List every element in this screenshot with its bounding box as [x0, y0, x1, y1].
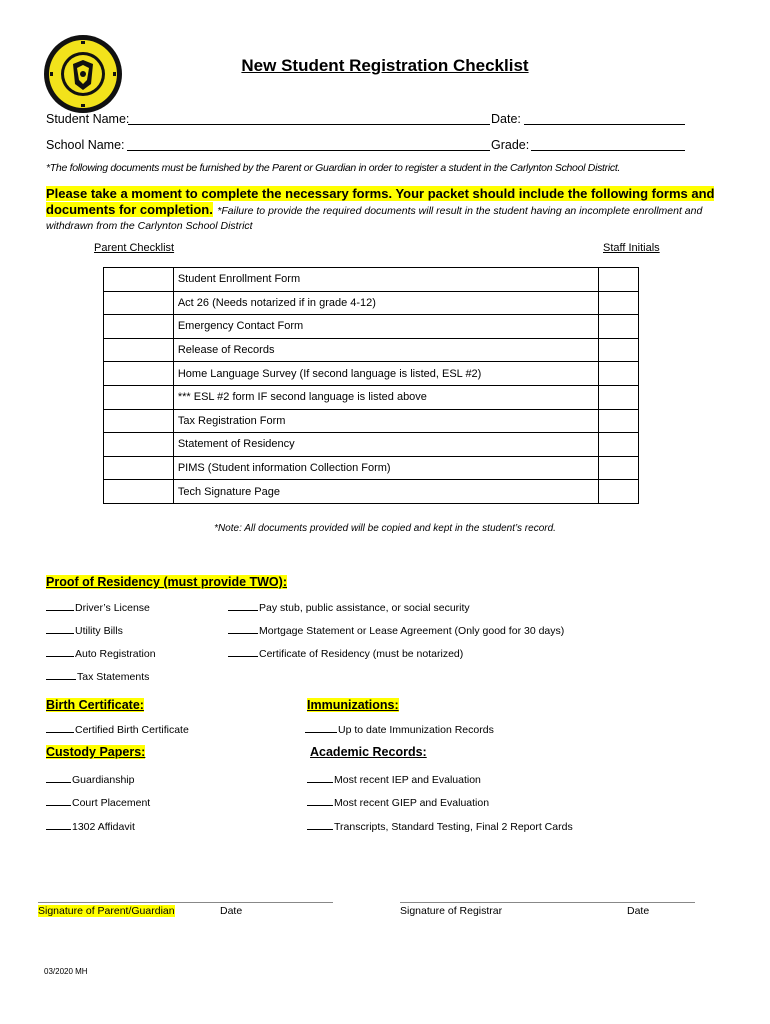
academic-option[interactable]: Most recent IEP and Evaluation — [307, 772, 481, 786]
instructions-italic-line1: *Failure to provide the required documents will result in the student having an incomplete enrollment and — [217, 205, 703, 217]
parent-check-cell[interactable] — [104, 338, 174, 362]
residency-option[interactable]: Utility Bills — [46, 623, 123, 637]
required-documents-note: *The following documents must be furnished by the Parent or Guardian in order to register a student in the Carlynton School District. — [46, 162, 621, 174]
parent-check-cell[interactable] — [104, 409, 174, 433]
academic-option[interactable]: Transcripts, Standard Testing, Final 2 Report Cards — [307, 819, 573, 833]
table-row — [104, 338, 639, 362]
checklist-item: Act 26 (Needs notarized if in grade 4-12) — [173, 291, 598, 315]
custody-heading: Custody Papers: — [46, 745, 146, 759]
page-title: New Student Registration Checklist — [241, 56, 529, 75]
table-row — [104, 385, 639, 409]
staff-initials-cell[interactable] — [599, 291, 639, 315]
table-row — [104, 291, 639, 315]
checklist-item: Statement of Residency — [173, 433, 598, 457]
instructions-bold-line2: documents for completion. — [46, 202, 213, 217]
academic-option[interactable]: Most recent GIEP and Evaluation — [307, 795, 489, 809]
residency-option[interactable]: Pay stub, public assistance, or social security — [228, 600, 470, 614]
immunizations-heading: Immunizations: — [307, 698, 399, 712]
parent-checklist-header: Parent Checklist — [94, 242, 175, 254]
school-name-label: School Name: — [46, 138, 125, 152]
registrar-date-label: Date — [627, 905, 650, 917]
checklist-item: Tech Signature Page — [173, 480, 598, 504]
parent-check-cell[interactable] — [104, 385, 174, 409]
immunizations-option[interactable]: Up to date Immunization Records — [305, 722, 494, 736]
residency-option[interactable]: Auto Registration — [46, 646, 156, 660]
birth-certificate-option[interactable]: Certified Birth Certificate — [46, 722, 189, 736]
table-row — [104, 433, 639, 457]
checklist-item: Home Language Survey (If second language is listed, ESL #2) — [173, 362, 598, 386]
staff-initials-cell[interactable] — [599, 338, 639, 362]
footer-revision: 03/2020 MH — [44, 967, 88, 976]
birth-certificate-heading: Birth Certificate: — [46, 698, 144, 712]
parent-check-cell[interactable] — [104, 268, 174, 292]
instructions — [46, 186, 736, 233]
records-note: *Note: All documents provided will be copied and kept in the student’s record. — [214, 523, 556, 534]
staff-initials-cell[interactable] — [599, 480, 639, 504]
checklist-table — [103, 267, 639, 504]
table-row — [104, 456, 639, 480]
custody-option[interactable]: Court Placement — [46, 795, 150, 809]
staff-initials-cell[interactable] — [599, 315, 639, 339]
parent-check-cell[interactable] — [104, 433, 174, 457]
checklist-item: Student Enrollment Form — [173, 268, 598, 292]
academic-heading: Academic Records: — [310, 745, 427, 759]
residency-option[interactable]: Mortgage Statement or Lease Agreement (Only good for 30 days) — [228, 623, 564, 637]
checklist-item: PIMS (Student information Collection Form) — [173, 456, 598, 480]
parent-check-cell[interactable] — [104, 291, 174, 315]
checklist-item: Release of Records — [173, 338, 598, 362]
registrar-signature-line[interactable] — [400, 902, 695, 903]
staff-initials-cell[interactable] — [599, 362, 639, 386]
custody-option[interactable]: 1302 Affidavit — [46, 819, 135, 833]
date-label: Date: — [491, 112, 521, 126]
staff-initials-cell[interactable] — [599, 268, 639, 292]
staff-initials-cell[interactable] — [599, 456, 639, 480]
parent-check-cell[interactable] — [104, 315, 174, 339]
staff-initials-cell[interactable] — [599, 385, 639, 409]
instructions-bold-line1: Please take a moment to complete the necessary forms. Your packet should include the following forms and — [46, 186, 715, 201]
grade-label: Grade: — [491, 138, 530, 152]
instructions-italic-line2: withdrawn from the Carlynton School District — [46, 220, 253, 232]
parent-check-cell[interactable] — [104, 456, 174, 480]
staff-initials-cell[interactable] — [599, 409, 639, 433]
staff-initials-header: Staff Initials — [603, 242, 660, 254]
staff-initials-cell[interactable] — [599, 433, 639, 457]
checklist-item: Emergency Contact Form — [173, 315, 598, 339]
parent-signature-line[interactable] — [38, 902, 333, 903]
table-row — [104, 268, 639, 292]
residency-heading: Proof of Residency (must provide TWO): — [46, 575, 287, 589]
parent-check-cell[interactable] — [104, 362, 174, 386]
table-row — [104, 409, 639, 433]
checklist-item: *** ESL #2 form IF second language is listed above — [173, 385, 598, 409]
residency-option[interactable]: Driver’s License — [46, 600, 150, 614]
custody-option[interactable]: Guardianship — [46, 772, 134, 786]
residency-option[interactable]: Certificate of Residency (must be notarized) — [228, 646, 463, 660]
registrar-signature-label: Signature of Registrar — [400, 905, 503, 917]
table-row — [104, 362, 639, 386]
parent-check-cell[interactable] — [104, 480, 174, 504]
parent-date-label: Date — [220, 905, 243, 917]
grade-field[interactable] — [531, 150, 685, 151]
date-field[interactable] — [524, 124, 685, 125]
table-row — [104, 480, 639, 504]
student-name-label: Student Name: — [46, 112, 130, 126]
residency-option[interactable]: Tax Statements — [46, 669, 149, 683]
parent-signature-label: Signature of Parent/Guardian — [38, 905, 175, 917]
student-name-field[interactable] — [128, 124, 490, 125]
checklist-item: Tax Registration Form — [173, 409, 598, 433]
table-row — [104, 315, 639, 339]
school-name-field[interactable] — [127, 150, 490, 151]
